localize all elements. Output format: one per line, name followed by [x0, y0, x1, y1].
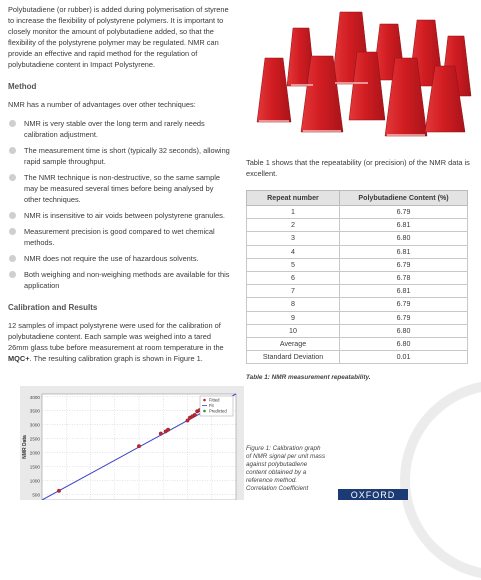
table-intro: Table 1 shows that the repeatability (or precision) of the NMR data is excellent. — [246, 158, 470, 178]
legend-label: Predicted — [209, 408, 227, 414]
table-row: 6 6.78 — [247, 271, 468, 284]
legend-label: Fit — [209, 403, 214, 409]
legend-swatch — [203, 399, 206, 402]
table-row: 7 6.81 — [247, 285, 468, 298]
y-axis-label: NMR Data — [22, 435, 28, 459]
data-point — [57, 489, 61, 493]
table-row: 2 6.81 — [247, 219, 468, 232]
table-row: 9 6.79 — [247, 311, 468, 324]
y-tick-label: 3000 — [29, 422, 40, 428]
data-point — [159, 432, 163, 436]
table-row: Standard Deviation 0.01 — [247, 351, 468, 364]
figure-caption: Figure 1: Calibration graph of NMR signal per unit mass against polybutadiene content obtained by a reference method. Correlation Coefficient — [246, 445, 326, 492]
y-tick-label: 1000 — [29, 478, 40, 484]
method-heading: Method — [8, 82, 37, 91]
data-point — [137, 444, 141, 448]
advantages-list — [8, 118, 232, 291]
legend-swatch — [203, 410, 206, 413]
bullet-icon — [9, 120, 16, 127]
table-row: 4 6.81 — [247, 245, 468, 258]
background-swirl — [400, 380, 481, 580]
calibration-paragraph: 12 samples of impact polystyrene were used for the calibration of polybutadiene content. Each sample was weighed into a tared 26mm glass tube before measurement at room temperature in the MQC+. The resulting calibration graph is shown in Figure 1. — [8, 321, 224, 363]
intro-paragraph: Polybutadiene (or rubber) is added during polymerisation of styrene to increase the flexibility of polystyrene polymers. It is important to closely monitor the amount of polybutadiene added, so that the flexibility of the polystyrene polymer may be regulated. NMR can provide an effective and rapid method for the regulation of polybutadiene content in Impact Polystyrene. — [8, 5, 229, 69]
y-tick-label: 500 — [32, 492, 40, 498]
table-row: 3 6.80 — [247, 232, 468, 245]
table-row: 10 6.80 — [247, 324, 468, 337]
calibration-heading: Calibration and Results — [8, 303, 98, 312]
instrument-name: MQC+ — [8, 354, 30, 363]
list-item: The NMR technique is non-destructive, so the same sample may be measured several times before being analysed by other techniques. — [8, 172, 232, 205]
repeatability-table — [246, 190, 468, 364]
y-tick-label: 4000 — [29, 394, 40, 400]
table-row: 8 6.79 — [247, 298, 468, 311]
data-point — [166, 428, 170, 432]
data-point — [193, 413, 197, 417]
list-item: NMR is very stable over the long term and rarely needs calibration adjustment. — [8, 118, 232, 140]
table-row: 5 6.79 — [247, 258, 468, 271]
column-header-content: Polybutadiene Content (%) — [340, 191, 468, 206]
bullet-icon — [9, 212, 16, 219]
y-tick-label: 3500 — [29, 408, 40, 414]
list-item: NMR is insensitive to air voids between polystyrene granules. — [8, 210, 232, 221]
right-column — [246, 157, 474, 179]
y-tick-label: 1500 — [29, 464, 40, 470]
list-item: The measurement time is short (typically 32 seconds), allowing rapid sample throughput. — [8, 145, 232, 167]
calibration-graph — [20, 386, 244, 500]
legend-label: Fitted — [209, 397, 220, 403]
y-tick-label: 2000 — [29, 450, 40, 456]
table-caption: Table 1: NMR measurement repeatability. — [246, 374, 371, 381]
bullet-icon — [9, 147, 16, 154]
left-column — [8, 4, 232, 372]
table-row: 1 6.79 — [247, 206, 468, 219]
table-row: Average 6.80 — [247, 337, 468, 350]
y-tick-label: 2500 — [29, 436, 40, 442]
red-cups-image — [245, 0, 481, 142]
bullet-icon — [9, 271, 16, 278]
list-item: NMR does not require the use of hazardous solvents. — [8, 253, 232, 264]
bullet-icon — [9, 228, 16, 235]
oxford-logo: OXFORD — [338, 489, 408, 500]
list-item: Both weighing and non-weighing methods are available for this application — [8, 269, 232, 291]
bullet-icon — [9, 255, 16, 262]
list-item: Measurement precision is good compared to wet chemical methods. — [8, 226, 232, 248]
bullet-icon — [9, 174, 16, 181]
method-lead: NMR has a number of advantages over other techniques: — [8, 100, 196, 109]
column-header-repeat: Repeat number — [247, 191, 340, 206]
